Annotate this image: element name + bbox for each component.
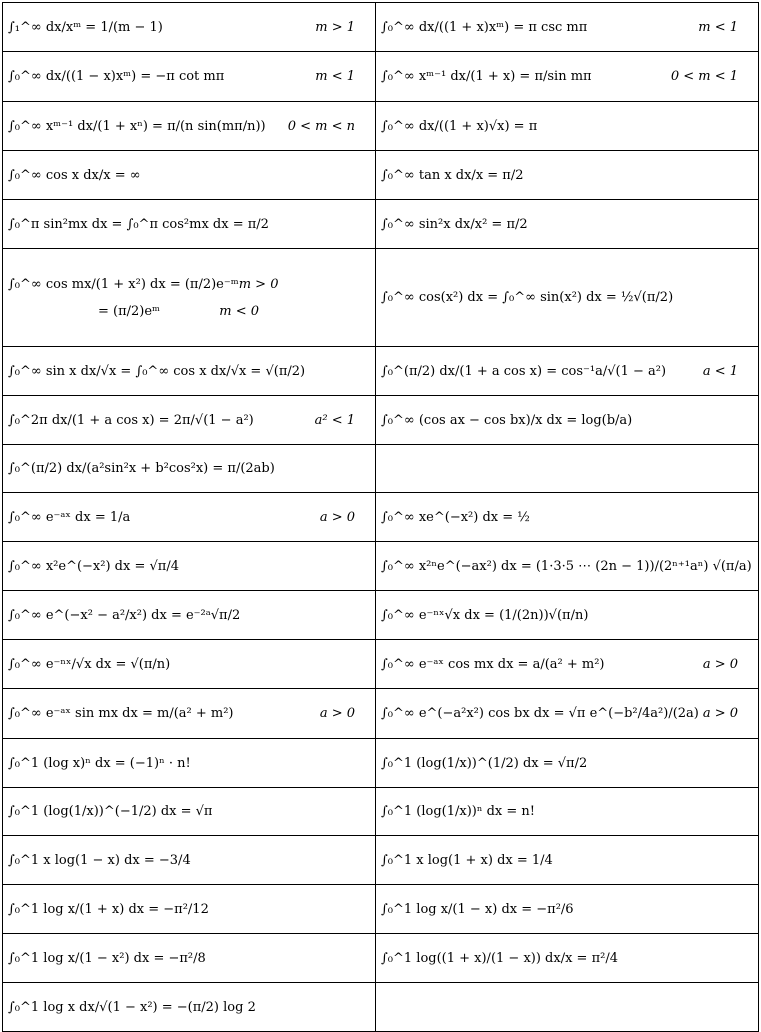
table-cell — [3, 445, 376, 493]
table-cell — [3, 102, 376, 151]
table-cell — [376, 591, 759, 640]
formula: ∫₀^∞ e^(−x² − a²/x²) dx = e⁻²ᵃ√π/2 — [8, 607, 241, 623]
table-row — [3, 640, 759, 689]
table-cell — [3, 151, 376, 200]
formula: ∫₀^π sin²mx dx = ∫₀^π cos²mx dx = π/2 — [8, 216, 269, 232]
table-row — [3, 542, 759, 591]
table-row — [3, 200, 759, 249]
table-cell — [3, 396, 376, 445]
condition: a > 0 — [702, 656, 738, 672]
formula: ∫₀^1 log x/(1 − x) dx = −π²/6 — [381, 901, 574, 917]
table-cell — [3, 200, 376, 249]
table-cell — [376, 249, 759, 347]
table-cell — [3, 3, 376, 52]
formula: ∫₀^∞ sin²x dx/x² = π/2 — [381, 216, 528, 232]
condition: m < 0 — [219, 303, 259, 319]
table-row — [3, 739, 759, 788]
formula: ∫₀^∞ x²ⁿe^(−ax²) dx = (1·3·5 ⋯ (2n − 1))/(2ⁿ⁺¹aⁿ) √(π/a) — [381, 558, 752, 574]
table-cell — [376, 493, 759, 542]
table-row — [3, 836, 759, 885]
condition: a > 0 — [319, 509, 355, 525]
table-cell — [376, 200, 759, 249]
condition: a² < 1 — [314, 412, 355, 428]
table-cell — [376, 885, 759, 934]
table-cell — [376, 739, 759, 788]
table-cell — [3, 934, 376, 983]
formula: ∫₀^∞ tan x dx/x = π/2 — [381, 167, 524, 183]
formula: ∫₀^∞ dx/((1 + x)√x) = π — [381, 118, 538, 134]
formula: ∫₀^∞ e⁻ⁿˣ√x dx = (1/(2n))√(π/n) — [381, 607, 589, 623]
table-cell — [3, 591, 376, 640]
condition: m > 1 — [315, 19, 355, 35]
table-cell — [376, 640, 759, 689]
condition: m < 1 — [698, 19, 738, 35]
condition: 0 < m < n — [287, 118, 355, 134]
formula: ∫₀^1 log x dx/√(1 − x²) = −(π/2) log 2 — [8, 999, 256, 1015]
formula: ∫₀^(π/2) dx/(1 + a cos x) = cos⁻¹a/√(1 − a²) — [381, 363, 667, 379]
formula: ∫₀^∞ sin x dx/√x = ∫₀^∞ cos x dx/√x = √(π/2) — [8, 363, 306, 379]
formula: ∫₀^∞ e⁻ᵃˣ dx = 1/a — [8, 509, 131, 525]
formula: ∫₀^∞ e⁻ⁿˣ/√x dx = √(π/n) — [8, 656, 171, 672]
table-cell — [376, 445, 759, 493]
formula: ∫₀^1 (log x)ⁿ dx = (−1)ⁿ · n! — [8, 755, 191, 771]
table-cell — [376, 934, 759, 983]
table-row — [3, 788, 759, 836]
formula: = (π/2)eᵐ — [98, 303, 161, 319]
table-row — [3, 3, 759, 52]
formula: ∫₀^1 (log(1/x))^(−1/2) dx = √π — [8, 804, 213, 819]
formula: ∫₀^1 log x/(1 + x) dx = −π²/12 — [8, 901, 209, 917]
table-cell — [3, 52, 376, 102]
table-cell — [376, 151, 759, 200]
condition: m > 0 — [238, 276, 279, 292]
table-row — [3, 591, 759, 640]
table-cell — [3, 689, 376, 739]
formula: ∫₀^∞ cos mx/(1 + x²) dx = (π/2)e⁻ᵐ — [8, 276, 239, 292]
formula: ∫₀^1 x log(1 − x) dx = −3/4 — [8, 852, 191, 868]
table-cell — [376, 836, 759, 885]
formula: ∫₀^∞ dx/((1 − x)xᵐ) = −π cot mπ — [8, 69, 225, 84]
integral-table — [2, 2, 759, 1032]
table-row — [3, 396, 759, 445]
formula: ∫₀^(π/2) dx/(a²sin²x + b²cos²x) = π/(2ab) — [8, 461, 275, 476]
condition: a > 0 — [702, 706, 738, 721]
table-row — [3, 151, 759, 200]
formula: ∫₀^1 (log(1/x))^(1/2) dx = √π/2 — [381, 755, 588, 771]
table-row — [3, 689, 759, 739]
formula: ∫₁^∞ dx/xᵐ = 1/(m − 1) — [8, 19, 163, 35]
table-cell — [3, 739, 376, 788]
formula: ∫₀^∞ e⁻ᵃˣ sin mx dx = m/(a² + m²) — [8, 706, 234, 721]
condition: a > 0 — [319, 706, 355, 721]
table-row — [3, 249, 759, 347]
table-row — [3, 493, 759, 542]
table-row — [3, 347, 759, 396]
formula: ∫₀^∞ e^(−a²x²) cos bx dx = √π e^(−b²/4a²)/(2a) — [381, 706, 699, 721]
table-cell — [376, 396, 759, 445]
formula: ∫₀^1 log x/(1 − x²) dx = −π²/8 — [8, 950, 206, 966]
formula: ∫₀^1 x log(1 + x) dx = 1/4 — [381, 852, 553, 868]
formula: ∫₀^1 (log(1/x))ⁿ dx = n! — [381, 804, 536, 819]
formula: ∫₀^2π dx/(1 + a cos x) = 2π/√(1 − a²) — [8, 412, 254, 428]
table-cell — [376, 788, 759, 836]
table-row — [3, 102, 759, 151]
condition: 0 < m < 1 — [670, 69, 738, 84]
table-cell — [376, 347, 759, 396]
formula: ∫₀^∞ e⁻ᵃˣ cos mx dx = a/(a² + m²) — [381, 656, 605, 672]
formula: ∫₀^∞ xe^(−x²) dx = ½ — [381, 509, 530, 525]
table-cell — [376, 3, 759, 52]
table-cell — [376, 52, 759, 102]
table-row — [3, 934, 759, 983]
formula: ∫₀^∞ dx/((1 + x)xᵐ) = π csc mπ — [381, 19, 588, 35]
condition: m < 1 — [315, 69, 355, 84]
table-row — [3, 445, 759, 493]
table-cell — [3, 493, 376, 542]
table-cell — [3, 983, 376, 1032]
formula: ∫₀^∞ cos x dx/x = ∞ — [8, 167, 141, 183]
table-row — [3, 52, 759, 102]
table-cell — [376, 542, 759, 591]
table-cell — [376, 983, 759, 1032]
table-cell — [3, 885, 376, 934]
table-cell — [376, 102, 759, 151]
condition: a < 1 — [702, 363, 738, 379]
formula: ∫₀^∞ cos(x²) dx = ∫₀^∞ sin(x²) dx = ½√(π/2) — [381, 290, 674, 305]
table-cell — [3, 640, 376, 689]
table-cell — [3, 249, 376, 347]
table-cell — [3, 347, 376, 396]
table-cell — [376, 689, 759, 739]
formula: ∫₀^1 log((1 + x)/(1 − x)) dx/x = π²/4 — [381, 950, 618, 966]
table-cell — [3, 836, 376, 885]
formula: ∫₀^∞ (cos ax − cos bx)/x dx = log(b/a) — [381, 412, 633, 428]
table-cell — [3, 788, 376, 836]
table-row — [3, 885, 759, 934]
formula: ∫₀^∞ xᵐ⁻¹ dx/(1 + xⁿ) = π/(n sin(mπ/n)) — [8, 118, 266, 134]
table-row — [3, 983, 759, 1032]
table-cell — [3, 542, 376, 591]
formula: ∫₀^∞ x²e^(−x²) dx = √π/4 — [8, 558, 179, 574]
formula: ∫₀^∞ xᵐ⁻¹ dx/(1 + x) = π/sin mπ — [381, 69, 592, 84]
